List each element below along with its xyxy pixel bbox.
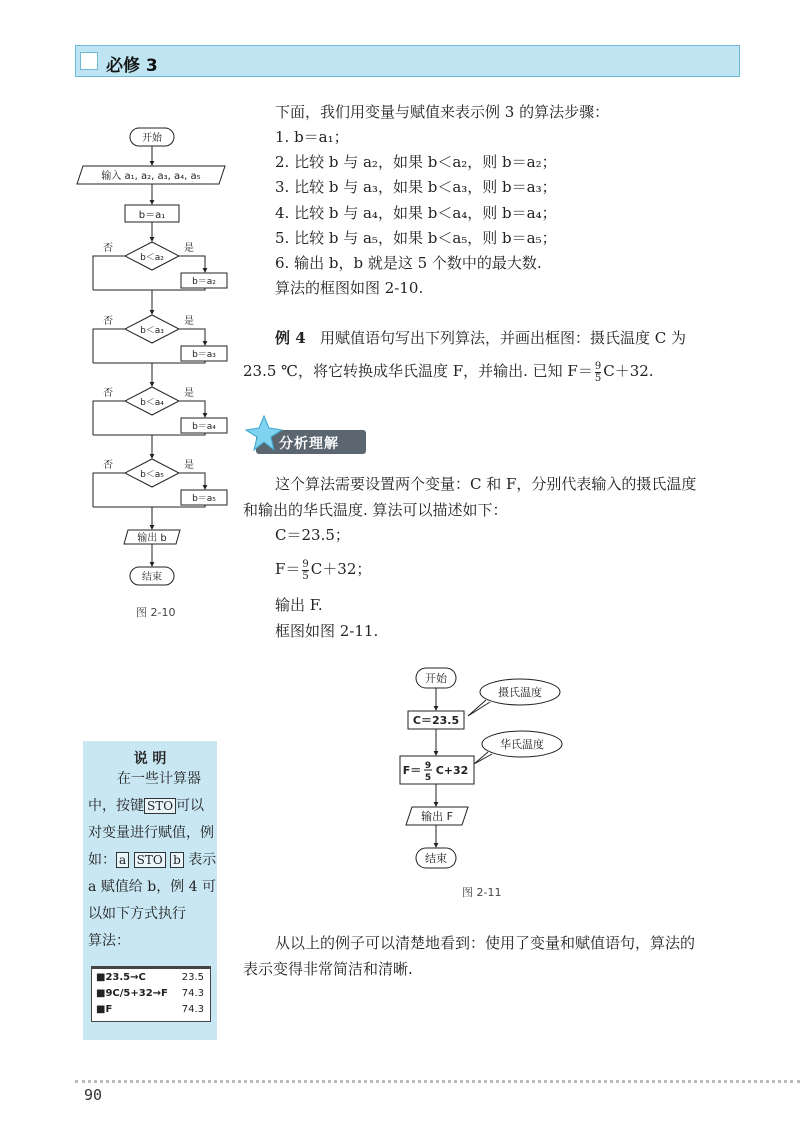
fig-2-10-caption: 图 2-10 [136, 606, 176, 619]
footer-divider [75, 1080, 800, 1085]
note-line1: 在一些计算器 [117, 771, 201, 787]
conclusion-line1: 从以上的例子可以清楚地看到：使用了变量和赋值语句，算法的 [275, 934, 696, 952]
fc210-assign1-label: b＝a₁ [138, 210, 166, 221]
header-bar [75, 45, 740, 77]
fc210-assign5-label: b＝a₅ [192, 494, 216, 504]
note-line4 [88, 847, 216, 874]
analysis-step2-post: C＋32； [310, 560, 372, 578]
fraction-denominator: 5 [594, 372, 602, 384]
note-line6: 以如下方式执行 [88, 906, 186, 922]
fc211-start-label: 开始 [425, 672, 447, 685]
calc-row-expr: ■9C/5+32→F [96, 988, 168, 999]
note-line3: 对变量进行赋值，例 [88, 825, 214, 841]
calc-row-expr: ■F [96, 1004, 113, 1015]
fc211-callout1-label: 摄氏温度 [498, 686, 542, 699]
calculator-screen [91, 966, 211, 1022]
calc-row-expr: ■23.5→C [96, 972, 146, 983]
fig-2-11-caption: 图 2-11 [462, 886, 502, 899]
a-key: a [116, 852, 129, 868]
analysis-step1: C＝23.5； [275, 526, 350, 544]
example4-fraction [595, 361, 601, 384]
example4-text2-post: C＋32. [603, 362, 654, 380]
fraction-numerator: 9 [594, 360, 602, 372]
flowchart-2-10 [75, 120, 235, 595]
step-3: 3. 比较 b 与 a₃，如果 b＜a₃，则 b＝a₃； [275, 178, 557, 196]
fc210-yes-label-3: 是 [184, 316, 194, 327]
calc-row [96, 1004, 204, 1018]
note-line2 [88, 793, 204, 820]
fc210-no-label-2: 否 [103, 243, 113, 254]
analysis-step2 [275, 556, 371, 582]
fc210-cond2-label: b＜a₂ [140, 253, 164, 263]
sto-key-2: STO [134, 852, 166, 868]
analysis-fraction [302, 559, 308, 582]
note-line2-post: 可以 [176, 798, 205, 814]
fc211-frac-num: 9 [424, 761, 432, 771]
fraction-numerator: 9 [302, 558, 309, 570]
step-4: 4. 比较 b 与 a₄，如果 b＜a₄，则 b＝a₄； [275, 204, 557, 222]
fc211-assign-f-post: C+32 [435, 764, 469, 777]
step-6: 6. 输出 b，b 就是这 5 个数中的最大数. [275, 254, 542, 272]
calc-row [96, 988, 204, 1002]
analysis-step4: 框图如图 2-11. [275, 622, 379, 640]
conclusion-line2: 表示变得非常简洁和清晰. [243, 960, 413, 978]
note-line2-pre: 中，按键 [88, 798, 144, 814]
fc210-no-label-4: 否 [103, 388, 113, 399]
fc210-start-label: 开始 [142, 133, 162, 144]
fc210-input-label: 输入 a₁, a₂, a₃, a₄, a₅ [101, 171, 201, 182]
fc210-cond4-label: b＜a₄ [140, 398, 164, 408]
fc211-assign-f-pre: F＝ [402, 764, 422, 777]
fc210-assign4-label: b＝a₄ [192, 422, 216, 432]
steps-intro: 下面，我们用变量与赋值来表示例 3 的算法步骤： [275, 103, 610, 121]
analysis-step3: 输出 F. [275, 596, 323, 614]
fc210-no-label-3: 否 [103, 316, 113, 327]
b-key: b [170, 852, 184, 868]
fc210-cond3-label: b＜a₃ [140, 326, 164, 336]
calc-row-result: 23.5 [181, 972, 204, 983]
fc210-no-label-5: 否 [103, 460, 113, 471]
fc211-output-label: 输出 F [421, 810, 453, 823]
fc211-assign-c-label: C＝23.5 [412, 714, 460, 727]
fc210-assign2-label: b＝a₂ [192, 277, 216, 287]
note-line4-post: 表示 [188, 852, 217, 868]
example4-text2-pre: 23.5 ℃，将它转换成华氏温度 F，并输出. 已知 F＝ [243, 362, 593, 380]
fraction-denominator: 5 [302, 570, 309, 582]
step-2: 2. 比较 b 与 a₂，如果 b＜a₂，则 b＝a₂； [275, 153, 557, 171]
page-number: 90 [84, 1086, 103, 1104]
flowchart-2-11 [390, 664, 580, 874]
header-title: 必修 3 [106, 56, 158, 76]
fc210-yes-label-4: 是 [184, 388, 194, 399]
fc211-callout2-label: 华氏温度 [500, 738, 544, 751]
fc211-end-label: 结束 [425, 852, 447, 865]
example4-text1: 用赋值语句写出下列算法，并画出框图：摄氏温度 C 为 [319, 329, 686, 347]
analysis-para1: 这个算法需要设置两个变量：C 和 F，分别代表输入的摄氏温度 [275, 475, 697, 493]
fc210-cond5-label: b＜a₅ [140, 470, 164, 480]
note-line5: a 赋值给 b，例 4 可 [88, 879, 217, 895]
fc210-yes-label-5: 是 [184, 460, 194, 471]
header-square-icon [80, 52, 98, 70]
step-1: 1. b＝a₁； [275, 128, 349, 146]
note-title: 说 明 [133, 751, 167, 767]
fc211-frac-den: 5 [424, 773, 432, 783]
fc210-yes-label-2: 是 [184, 243, 194, 254]
example4-line1 [275, 325, 686, 351]
example4-line2 [243, 358, 654, 384]
fc210-output-label: 输出 b [137, 533, 167, 544]
analysis-step2-pre: F＝ [275, 560, 301, 578]
calc-row-result: 74.3 [181, 988, 204, 999]
calc-row-result: 74.3 [181, 1004, 204, 1015]
analysis-para2: 和输出的华氏温度. 算法可以描述如下： [243, 501, 508, 519]
calc-row [96, 972, 204, 986]
analysis-badge-label: 分析理解 [279, 436, 339, 452]
sto-key: STO [144, 798, 176, 814]
fc210-assign3-label: b＝a₃ [192, 350, 216, 360]
note-line7: 算法： [88, 933, 130, 949]
steps-figure-ref: 算法的框图如图 2-10. [275, 279, 424, 297]
note-line4-pre: 如： [88, 852, 116, 868]
step-5: 5. 比较 b 与 a₅，如果 b＜a₅，则 b＝a₅； [275, 229, 557, 247]
example4-label: 例 4 [275, 329, 306, 347]
fc210-end-label: 结束 [142, 572, 162, 583]
